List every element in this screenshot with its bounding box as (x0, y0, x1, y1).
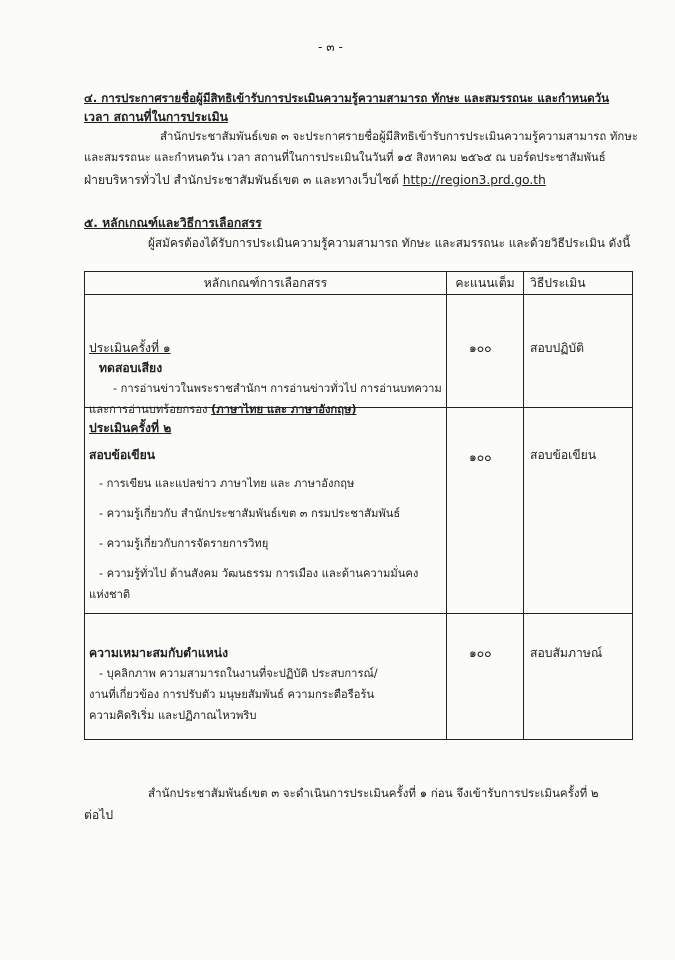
round-1-subtitle: ทดสอบเสียง (99, 361, 163, 375)
criteria-cell (85, 295, 447, 416)
table-row (85, 408, 633, 614)
selection-criteria-table (84, 271, 633, 740)
header-method: วิธีประเมิน (524, 272, 633, 295)
section-4-heading-line-1: ๔. การประกาศรายชื่อผู้มีสิทธิเข้ารับการประเมินความรู้ความสามารถ ทักษะ และสมรรถนะ และกำหนดวัน (84, 91, 610, 105)
round-1-item-text: และการอ่านบทร้อยกรอง (89, 403, 208, 416)
criteria-cell (85, 408, 447, 614)
method-cell (524, 614, 633, 740)
section-4-paragraph-line-1: สำนักประชาสัมพันธ์เขต ๓ จะประกาศรายชื่อผู้มีสิทธิเข้ารับการประเมินความรู้ความสามารถ ทักษะ (160, 129, 638, 143)
section-5-intro: ผู้สมัครต้องได้รับการประเมินความรู้ความสามารถ ทักษะ และสมรรถนะ และด้วยวิธีประเมิน ดังนี้ (148, 236, 631, 250)
position-fit-line-3: ความคิดริเริ่ม และปฏิภาณไหวพริบ (89, 709, 257, 722)
method-cell (524, 408, 633, 614)
header-full-score: คะแนนเต็ม (447, 272, 524, 295)
table-header-row (85, 272, 633, 295)
method-cell (524, 295, 633, 408)
round-2-item: - ความรู้ทั่วไป ด้านสังคม วัฒนธรรม การเมือง และด้านความมั่นคง (99, 567, 419, 580)
header-criteria: หลักเกณฑ์การเลือกสรร (85, 272, 447, 295)
round-1-item-line-2 (89, 402, 356, 419)
position-fit-score: ๑๐๐ (469, 646, 492, 660)
section-4-heading-line-2: เวลา สถานที่ในการประเมิน (84, 110, 229, 124)
position-fit-title: ความเหมาะสมกับตำแหน่ง (89, 646, 229, 660)
round-2-item: - ความรู้เกี่ยวกับ สำนักประชาสัมพันธ์เขต ๓ กรมประชาสัมพันธ์ (99, 507, 401, 520)
round-2-item: - การเขียน และแปลข่าว ภาษาไทย และ ภาษาอังกฤษ (99, 477, 355, 490)
round-2-score: ๑๐๐ (469, 450, 492, 464)
score-cell (447, 295, 524, 408)
position-fit-method: สอบสัมภาษณ์ (530, 646, 603, 660)
round-2-item-wrap: แห่งชาติ (89, 588, 131, 601)
table-row (85, 295, 633, 408)
round-2-item: - ความรู้เกี่ยวกับการจัดรายการวิทยุ (99, 537, 269, 550)
position-fit-line-1: - บุคลิกภาพ ความสามารถในงานที่จะปฏิบัติ ประสบการณ์/ (99, 667, 378, 680)
round-1-language-note: (ภาษาไทย และ ภาษาอังกฤษ) (211, 403, 357, 416)
round-2-method: สอบข้อเขียน (530, 448, 597, 462)
section-4-paragraph-line-3 (84, 171, 546, 189)
score-cell (447, 408, 524, 614)
section-4-paragraph-text: ฝ่ายบริหารทั่วไป สำนักประชาสัมพันธ์เขต ๓ และทางเว็บไซต์ (84, 173, 399, 187)
round-1-title: ประเมินครั้งที่ ๑ (89, 341, 171, 355)
page-number: - ๓ - (318, 40, 343, 54)
closing-line-1: สำนักประชาสัมพันธ์เขต ๓ จะดำเนินการประเมินครั้งที่ ๑ ก่อน จึงเข้ารับการประเมินครั้งที่ ๒ (148, 786, 599, 800)
position-fit-line-2: งานที่เกี่ยวข้อง การปรับตัว มนุษยสัมพันธ์ ความกระตือรือร้น (89, 688, 375, 701)
score-cell (447, 614, 524, 740)
round-2-subtitle: สอบข้อเขียน (89, 448, 156, 462)
round-2-title: ประเมินครั้งที่ ๒ (89, 421, 172, 435)
round-1-item-line-1: - การอ่านข่าวในพระราชสำนักฯ การอ่านข่าวทั่วไป การอ่านบทความ (113, 382, 442, 395)
criteria-cell (85, 614, 447, 740)
closing-line-2: ต่อไป (84, 808, 114, 822)
website-link[interactable]: http://region3.prd.go.th (402, 173, 546, 187)
section-4-paragraph-line-2: และสมรรถนะ และกำหนดวัน เวลา สถานที่ในการประเมินในวันที่ ๑๕ สิงหาคม ๒๕๖๕ ณ บอร์ดประชาสัมพันธ์ (84, 151, 606, 164)
round-1-method: สอบปฏิบัติ (530, 341, 585, 355)
round-1-score: ๑๐๐ (469, 341, 492, 355)
table-row (85, 614, 633, 740)
section-5-heading: ๕. หลักเกณฑ์และวิธีการเลือกสรร (84, 216, 262, 230)
